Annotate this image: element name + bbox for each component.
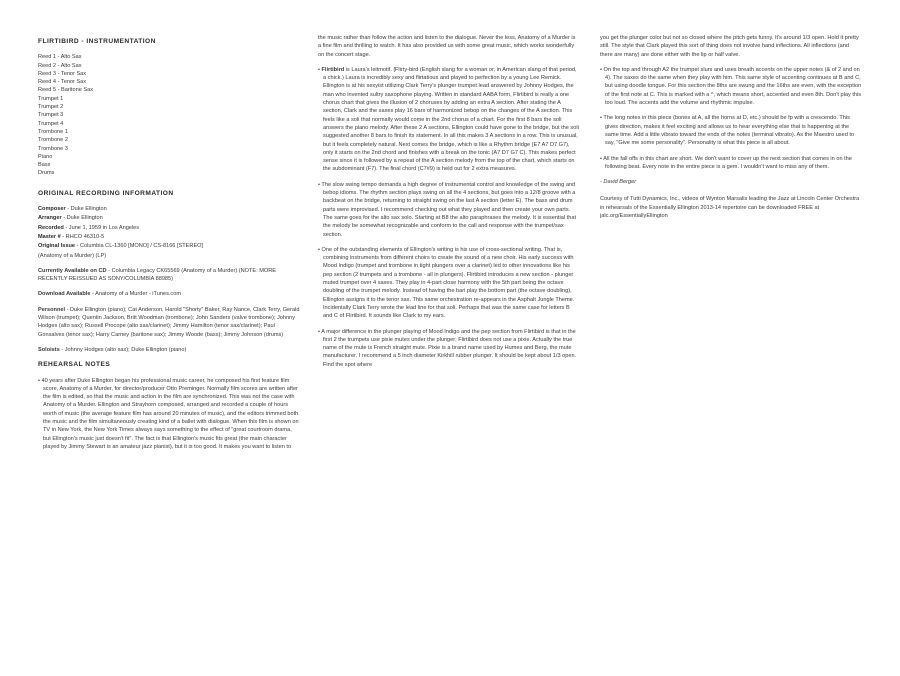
- column-right: [600, 34, 862, 227]
- instrument-item: Trombone 2: [38, 137, 68, 144]
- original-issue-line: Original Issue - Columbia CL-1360 [MONO] / CS-8166 [STEREO]: [38, 243, 204, 250]
- soloists-line: Soloists - Johnny Hodges (alto sax); Duke Ellington (piano): [38, 346, 187, 353]
- personnel-line: Personnel - Duke Ellington (piano); Cat Anderson, Harold "Shorty" Baker, Ray Nance, Clark Terry, Gerald Wilson (trumpet); Quentin Jackson, Britt Woodman (trombone); John Sanders (valve trombone); Johnny Hodges (alto sax); Russell Procope (alto sax/clarinet); Jimmy Hamilton (tenor sax/clarinet); Paul Gonsalves (tenor sax); Harry Carney (baritone sax); Jimmy Woode (bass); Jimmy Johnson (drums): [38, 306, 300, 338]
- rehearsal-note: • One of the outstanding elements of Ellington's writing is his use of cross-sectional writing. That is, combining instruments from different choirs to create the sound of a new choir. His early success with Mood Indigo (trumpet and trombone in tight plungers over a clarinet) led to other innovations like his pep section (2 trumpets and a trombone - all in plungers). Flirtibird introduces a new section - plunger muted trumpet over 4 saxes. They play in 4-part close harmony with the 5th part being the octave doubling of the trumpet melody. Instead of having the bari play the bottom part (the octave doubling), Ellington assigns it to the tenor sax. This same orchestration re-appears in the Asphalt Jungle Theme. Incidentally Clark Terry wrote the lead line for that soli. Perhaps that was the same case for letters B and C of Flirtibird. It sounds like Clark to my ears.: [318, 246, 580, 321]
- rehearsal-note-continued: you get the plunger color but not so closed where the pitch gets funny. It's around 1/3 open. Hold it pretty still. The style that Clark played this sort of thing does not involve hand inflections. All inflections (and there are many) are done either with the lip or half valve.: [600, 35, 859, 58]
- instrument-item: Reed 3 - Tenor Sax: [38, 70, 87, 77]
- column-left: [38, 34, 300, 458]
- rehearsal-note: • On the top and through A2 the trumpet slurs and uses breath accents on the upper notes (& of 2 and on 4). The saxes do the same when they play with him. This same style of accenting continues at B and C, but using doodle tongue. For this section the 8ths are swung and the 16ths are even, with the exception of the first note at C. This is marked with a ^, which means short, accented and even 8th. Don't play this too loud. The accents add the volume and rhythmic impulse.: [600, 66, 862, 107]
- master-line: Master # - RHCO 46310-5: [38, 233, 105, 240]
- instrument-item: Bass: [38, 162, 51, 169]
- recorded-line: Recorded - June 1, 1959 in Los Angeles: [38, 224, 140, 231]
- instrument-item: Reed 5 - Baritone Sax: [38, 87, 94, 94]
- rehearsal-note: • Flirtibird is Laura's leitmotif. [Flirty-bird (English slang for a woman or, in American slang of that period, a chick.) Laura is incredibly sexy and flirtatious and played to perfection by a young Lee Remick. Ellington is at his sexyist utilizing Clark Terry's plunger trumpet lead answered by Johnny Hodges, the man who invented sultry saxophone playing. Written in standard AABA form, Flirtibird is really a one chorus chart that gives the illusion of 2 choruses by adding an extra A section. After stating the A section, Clark and the saxes play 16 bars of harmonized bebop on the changes of the A section. This feels like a soli that normally would come in the 2nd chorus of a chart. For the first 8 bars the soli answers the piano melody. After these 2 A sections, Ellington could have gone to the bridge, but the soli suggested another 8 bars to finish its statement. In all this makes 3 A sections in a row. This is unusual, but it feels completely natural. Next comes the bridge, which is like a Rhythm bridge (E7 A7 D7 G7), only it starts on the 2nd chord and finishes with a break on the tonic (A7 D7 G7 C). This makes perfect sense since it is followed by a repeat of the A section melody from the top of the chart, which starts on the subdominant (F7). The final chord (C7#9) is held out for 2 extra measures.: [318, 66, 580, 174]
- composer-line: Composer - Duke Ellington: [38, 206, 107, 213]
- download-line: Download Available - Anatomy of a Murder - iTunes.com: [38, 291, 182, 298]
- column-middle: [318, 34, 580, 376]
- rehearsal-note-continued: the music rather than follow the action and listen to the dialogue. Never the less, Anatomy of a Murder is a fine film and thrilling to watch. It has also provided us with some great music, which works wonderfully on the concert stage.: [318, 35, 576, 58]
- rehearsal-note: • 40 years after Duke Ellington began his professional music career, he composed his first feature film score, Anatomy of a Murder, for director/producer Otto Preminger. Normally film scores are written after the film is edited, so that the music and action in the film are synchronized. This was not the case with Anatomy of a Murder. Ellington and Strayhorn composed, arranged and recorded a couple of hours worth of music (the average feature film has around 20 minutes of music), and the editors trimmed both the music and the film simultaneously creating kind of a ballet with dialogue. When this film is shown on TV in New York, the New York Times always says something to the effect of "great courtroom drama, but Ellington's music just doesn't fit". The fact is that Ellington's music fits great (the main character played by Jimmy Stewart is an amateur jazz pianist), but it is too good. It makes you want to listen to: [38, 377, 300, 452]
- instrument-item: Trumpet 1: [38, 95, 64, 102]
- arranger-line: Arranger - Duke Ellington: [38, 215, 103, 222]
- instrument-item: Reed 4 - Tenor Sax: [38, 79, 87, 86]
- rehearsal-heading: REHEARSAL NOTES: [38, 361, 111, 369]
- rehearsal-note: • All the fall offs in this chart are short. We don't want to cover up the next section that comes in on the following beat. Every note in the entire piece is a gem. I wouldn't want to miss any of them.: [600, 155, 862, 172]
- instrument-item: Trumpet 4: [38, 120, 64, 127]
- original-issue-line-2: (Anatomy of a Murder) (LP): [38, 252, 107, 259]
- rehearsal-note: • The slow swing tempo demands a high degree of instrumental control and knowledge of the swing and bebop idioms. The rhythm section plays swing on all the 4 sections, but goes into a 12/8 groove with a backbeat on the bridge, returning to straight swing on the last A section (letter E). The bass and drum parts were improvised. I recommend checking out what they played and then create your own parts. The same goes for the alto sax solo. Starting at B8 the alto paraphrases the melody. It is essential that the melody be somewhat recognizable and conform to the call and response with the trumpet/sax section.: [318, 181, 580, 239]
- instrument-item: Drums: [38, 170, 55, 177]
- cd-line: Currently Available on CD - Columbia Legacy CK65569 (Anatomy of a Murder) (NOTE: MORE RECENTLY REISSUED AS SONY/COLUMBIA 88985): [38, 267, 277, 283]
- instrument-item: Reed 2 - Alto Sax: [38, 62, 82, 69]
- instrument-item: Trumpet 3: [38, 112, 64, 119]
- instrument-item: Trombone 1: [38, 128, 68, 135]
- instrumentation-heading: FLIRTIBIRD - INSTRUMENTATION: [38, 38, 156, 45]
- instrumentation-list: [38, 53, 300, 177]
- instrument-item: Trumpet 2: [38, 104, 64, 111]
- instrument-item: Reed 1 - Alto Sax: [38, 54, 82, 61]
- recording-heading: ORIGINAL RECORDING INFORMATION: [38, 189, 174, 197]
- courtesy-text: Courtesy of Tutti Dynamics, Inc., videos of Wynton Marsalis leading the Jazz at Lincoln Center Orchestra in rehearsals of the Essentially Ellington 2013-14 repertoire can be downloaded FREE at jalc.org/EssentiallyEllington: [600, 196, 860, 220]
- rehearsal-note: • The long notes in this piece (bones at A, all the horns at D, etc.) should be fp with a crescendo. This gives direction, makes it feel exciting and allows us to hear everything else that is happening at the same time. Add a little vibrato toward the ends of the notes (terminal vibrato). As the Maestro used to say, "Give me some personality". Personality is what this piece is all about.: [600, 114, 862, 147]
- instrument-item: Piano: [38, 153, 53, 160]
- instrument-item: Trombone 3: [38, 145, 68, 152]
- author-signature: - David Berger: [600, 179, 637, 186]
- rehearsal-note: • A major difference in the plunger playing of Mood Indigo and the pep section from Flirtibird is that in the first 2 the trumpets use pixie mutes under the plunger; Flirtibird does not use a pixie. Actually the true name of the mute is French straight mute. Pixie is a brand name used by Humes and Berg, the mute manufacturer. I recommend a 5 inch diameter Kirkhill rubber plunger. It should be kept about 1/3 open. Find the spot where: [318, 328, 580, 369]
